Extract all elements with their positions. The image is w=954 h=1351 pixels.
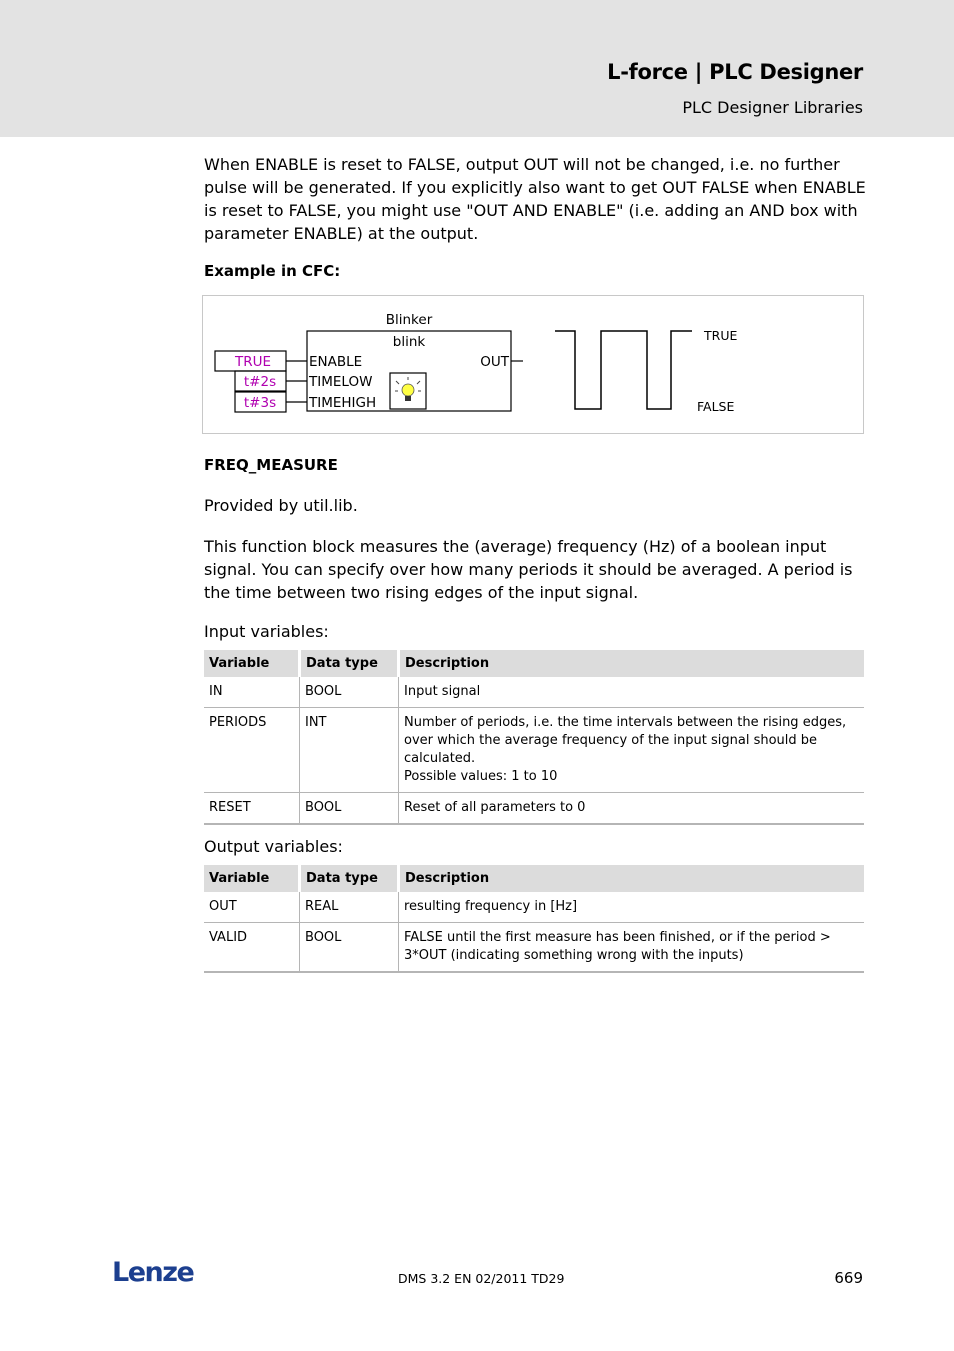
column-header: Data type [300,650,399,677]
example-heading: Example in CFC: [204,262,341,280]
table-cell: Reset of all parameters to 0 [399,793,865,825]
pin-enable: ENABLE [309,354,363,370]
page-header [0,0,954,137]
table-header-row [204,865,864,892]
table-cell: BOOL [300,677,399,708]
header-title: L-force | PLC Designer [607,60,863,84]
column-header: Data type [300,865,399,892]
constant-true: TRUE [234,354,272,370]
pin-timehigh: TIMEHIGH [309,395,377,411]
block-type-label: Blinker [385,312,433,328]
description-text: Number of periods, i.e. the time intervals between the rising edges, over which the average frequency of the input signal should be calculated. [404,715,847,766]
pulse-waveform [555,331,692,409]
input-variables-label: Input variables: [204,622,329,641]
pin-timelow: TIMELOW [309,374,373,390]
signal-true-label: TRUE [704,328,738,343]
table-cell: INT [300,708,399,793]
table-cell: BOOL [300,923,399,973]
table-cell: Input signal [399,677,865,708]
table-row [204,708,864,793]
function-block-description: This function block measures the (average) frequency (Hz) of a boolean input signal. You can specify over how many periods it should be averaged. A period is the time between two rising edges of the input signal. [204,537,853,602]
table-cell: REAL [300,892,399,923]
table-row [204,793,864,825]
header-subtitle: PLC Designer Libraries [682,98,863,117]
main-content [204,153,866,985]
table-cell: OUT [204,892,300,923]
cfc-diagram [202,295,864,434]
lightbulb-icon [390,373,426,409]
table-cell: BOOL [300,793,399,825]
lenze-logo: Lenze [112,1257,194,1288]
table-header-row [204,650,864,677]
table-cell: RESET [204,793,300,825]
column-header: Description [399,650,865,677]
output-variables-label: Output variables: [204,837,343,856]
possible-values-text: Possible values: 1 to 10 [404,769,558,784]
constant-timehigh: t#3s [243,395,277,411]
page-number: 669 [834,1269,863,1287]
table-cell [399,708,865,793]
cfc-diagram-svg [203,296,865,435]
table-cell: VALID [204,923,300,973]
footer-doc-id: DMS 3.2 EN 02/2011 TD29 [398,1271,565,1286]
output-variables-table [204,865,864,973]
table-cell: PERIODS [204,708,300,793]
provided-by: Provided by util.lib. [204,496,358,515]
table-row [204,892,864,923]
table-row [204,923,864,973]
table-cell: resulting frequency in [Hz] [399,892,865,923]
column-header: Variable [204,865,300,892]
column-header: Description [399,865,865,892]
constant-timelow: t#2s [243,374,277,390]
table-row [204,677,864,708]
instance-name-label: blink [392,334,426,350]
function-block-heading: FREQ_MEASURE [204,456,338,474]
signal-false-label: FALSE [697,399,735,414]
column-header: Variable [204,650,300,677]
table-cell: FALSE until the first measure has been finished, or if the period > 3*OUT (indicating something wrong with the inputs) [399,923,865,973]
input-variables-table [204,650,864,825]
intro-paragraph: When ENABLE is reset to FALSE, output OUT will not be changed, i.e. no further pulse will be generated. If you explicitly also want to get OUT FALSE when ENABLE is reset to FALSE, you might use "OUT AND ENABLE" (i.e. adding an AND box with parameter ENABLE) at the output. [204,155,866,243]
pin-out: OUT [480,354,509,370]
table-cell: IN [204,677,300,708]
